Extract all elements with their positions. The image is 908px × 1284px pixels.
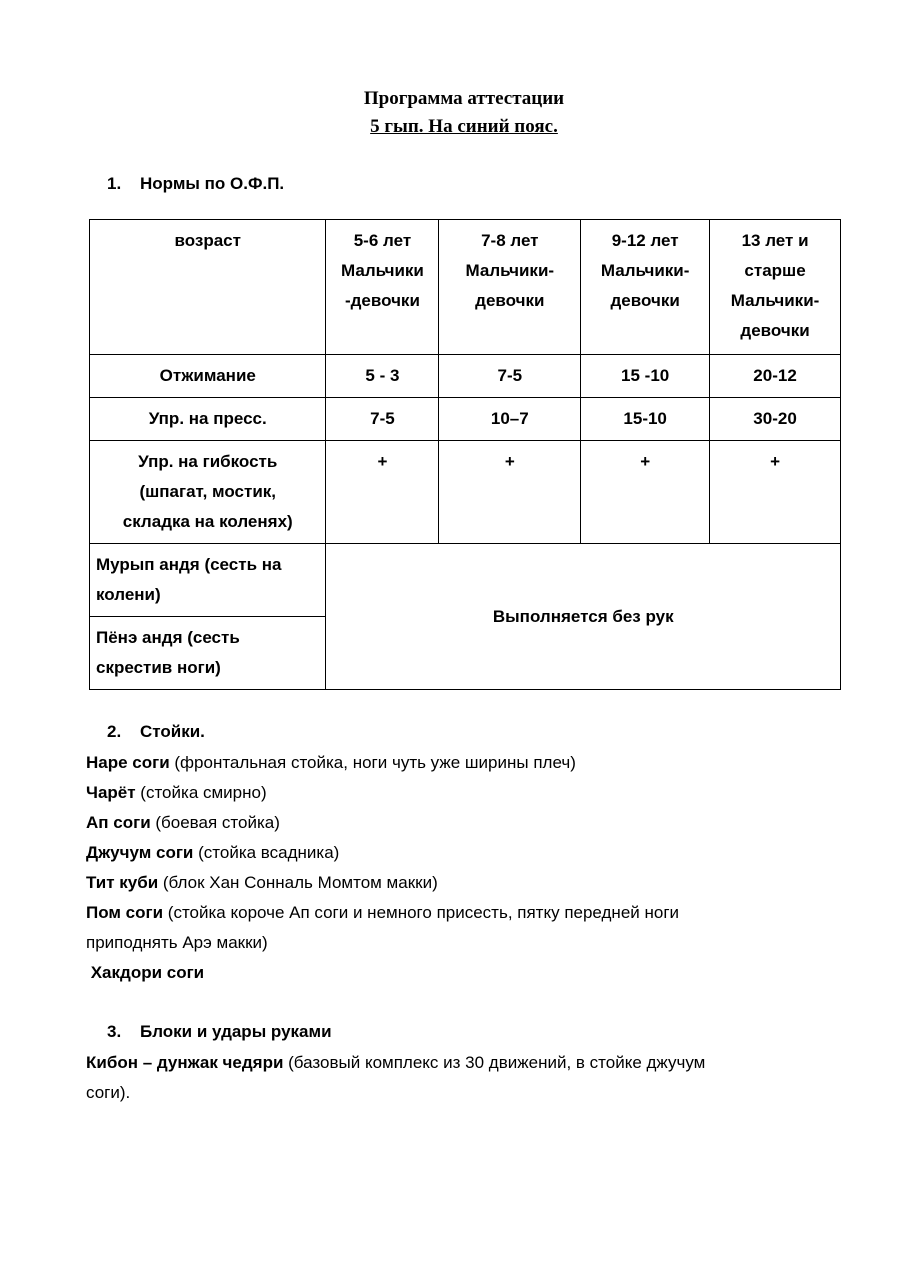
section-2-heading xyxy=(107,722,205,742)
flex-9-12: + xyxy=(581,441,710,544)
table-row-pushups xyxy=(90,355,841,398)
header-9-12: 9-12 лет Мальчики- девочки xyxy=(581,220,710,355)
table-row-muryp xyxy=(90,544,841,617)
section-1-number: 1. xyxy=(107,174,122,193)
muryp-label: Мурып андя (сесть на колени) xyxy=(90,544,326,617)
press-7-8: 10–7 xyxy=(439,398,581,441)
header-13-plus: 13 лет и старше Мальчики- девочки xyxy=(710,220,841,355)
pene-label: Пёнэ андя (сесть скрестив ноги) xyxy=(90,617,326,690)
flex-7-8: + xyxy=(439,441,581,544)
no-hands-note: Выполняется без рук xyxy=(326,544,841,690)
stance-charyot: Чарёт (стойка смирно) xyxy=(86,783,267,802)
section-2-number: 2. xyxy=(107,722,122,741)
section-3-heading xyxy=(107,1022,332,1042)
header-5-6: 5-6 лет Мальчики -девочки xyxy=(326,220,439,355)
press-13-plus: 30-20 xyxy=(710,398,841,441)
stance-tit-kubi: Тит куби (блок Хан Сонналь Момтом макки) xyxy=(86,873,438,892)
section-1-heading xyxy=(107,174,284,194)
stance-nare: Наре соги (фронтальная стойка, ноги чуть уже ширины плеч) xyxy=(86,753,576,772)
pushups-5-6: 5 - 3 xyxy=(326,355,439,398)
stance-hakdori: Хакдори соги xyxy=(86,963,205,982)
header-age: возраст xyxy=(90,220,326,355)
document-subtitle: 5 гып. На синий пояс. xyxy=(370,116,558,137)
stance-pom: Пом соги (стойка короче Ап соги и немного присесть, пятку передней ноги xyxy=(86,903,680,922)
section-3-number: 3. xyxy=(107,1022,122,1041)
pushups-7-8: 7-5 xyxy=(439,355,581,398)
press-9-12: 15-10 xyxy=(581,398,710,441)
document-title: Программа аттестации xyxy=(363,88,565,109)
pushups-9-12: 15 -10 xyxy=(581,355,710,398)
kibon-line-continued: соги). xyxy=(86,1083,131,1102)
section-3-title: Блоки и удары руками xyxy=(140,1022,332,1041)
table-row-flexibility xyxy=(90,441,841,544)
section-1-title: Нормы по О.Ф.П. xyxy=(140,174,285,193)
norms-table xyxy=(89,219,841,690)
header-7-8: 7-8 лет Мальчики- девочки xyxy=(439,220,581,355)
flex-5-6: + xyxy=(326,441,439,544)
pushups-13-plus: 20-12 xyxy=(710,355,841,398)
pushups-label: Отжимание xyxy=(90,355,326,398)
stance-pom-continued: приподнять Арэ макки) xyxy=(86,933,268,952)
press-label: Упр. на пресс. xyxy=(90,398,326,441)
table-header-row xyxy=(90,220,841,355)
table-row-press xyxy=(90,398,841,441)
press-5-6: 7-5 xyxy=(326,398,439,441)
kibon-line: Кибон – дунжак чедяри (базовый комплекс из 30 движений, в стойке джучум xyxy=(86,1053,706,1072)
stance-ap: Ап соги (боевая стойка) xyxy=(86,813,280,832)
flex-label: Упр. на гибкость (шпагат, мостик, складка на коленях) xyxy=(90,441,326,544)
flex-13-plus: + xyxy=(710,441,841,544)
stance-juchum: Джучум соги (стойка всадника) xyxy=(86,843,340,862)
section-2-title: Стойки. xyxy=(140,722,205,741)
